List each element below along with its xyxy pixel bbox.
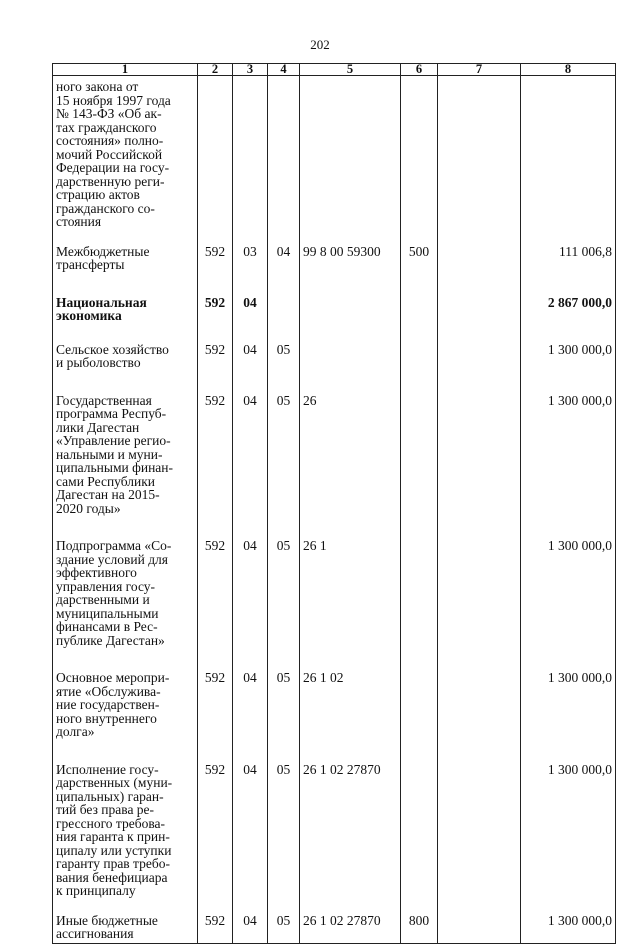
cell-c3: 03 [233, 229, 268, 272]
row-name-line: № 143-ФЗ «Об ак- [56, 106, 162, 121]
page-number: 202 [310, 37, 330, 52]
row-name-line: ние государствен- [56, 697, 160, 712]
row-name-line: Подпрограмма «Со- [56, 538, 172, 553]
cell-c3: 04 [233, 272, 268, 323]
row-name-line: финансами в Рес- [56, 619, 158, 634]
row-name-line: дарственных (муни- [56, 775, 173, 790]
table-row [53, 898, 616, 944]
column-header-1: 1 [53, 64, 198, 76]
row-name-line: ципалу или уступки [56, 842, 172, 858]
cell-c5: 26 1 02 [300, 647, 401, 739]
row-name-line: к принципалу [56, 883, 136, 898]
row-name-line: вания бенефициара [56, 869, 168, 885]
cell-c8: 1 300 000,0 [521, 323, 616, 370]
row-name-line: сами Республики [56, 473, 156, 489]
cell-c5 [300, 272, 401, 323]
cell-c6 [401, 515, 438, 647]
cell-c7 [438, 272, 521, 323]
table-row [53, 323, 616, 370]
cell-c4: 05 [268, 739, 300, 898]
cell-c8: 1 300 000,0 [521, 515, 616, 647]
cell-c4 [268, 76, 300, 229]
cell-c5: 26 [300, 370, 401, 516]
column-header-7: 7 [438, 64, 521, 76]
budget-table [52, 63, 616, 944]
cell-c7 [438, 739, 521, 898]
row-name-line: Федерации на госу- [56, 160, 170, 175]
row-name-line: тах гражданского [56, 119, 157, 135]
row-name [53, 370, 198, 516]
row-name-line: эффективного [56, 565, 137, 580]
row-name-line: «Управление регио- [56, 433, 171, 448]
cell-c3: 04 [233, 370, 268, 516]
row-name-line: долга» [56, 724, 95, 739]
cell-c6 [401, 739, 438, 898]
row-name-line: публике Дагестан» [56, 632, 165, 648]
cell-c7 [438, 229, 521, 272]
cell-c2 [198, 76, 233, 229]
row-name-line: мочий Российской [56, 146, 163, 162]
row-name-line: здание условий для [56, 551, 169, 567]
cell-c5: 26 1 02 27870 [300, 898, 401, 944]
cell-c6: 800 [401, 898, 438, 944]
cell-c8: 1 300 000,0 [521, 739, 616, 898]
cell-c4: 05 [268, 323, 300, 370]
cell-c2: 592 [198, 898, 233, 944]
table-row [53, 739, 616, 898]
row-name-line: экономика [56, 308, 122, 323]
cell-c4: 05 [268, 370, 300, 516]
cell-c2: 592 [198, 229, 233, 272]
cell-c7 [438, 370, 521, 516]
row-name-line: Основное меропри- [56, 670, 170, 685]
row-name [53, 739, 198, 898]
row-name-line: и рыболовство [56, 355, 141, 370]
cell-c5: 99 8 00 59300 [300, 229, 401, 272]
row-name-line: гаранту прав требо- [56, 856, 170, 871]
cell-c7 [438, 647, 521, 739]
cell-c2: 592 [198, 272, 233, 323]
table-row [53, 229, 616, 272]
cell-c2: 592 [198, 323, 233, 370]
cell-c3: 04 [233, 647, 268, 739]
cell-c6 [401, 323, 438, 370]
row-name [53, 515, 198, 647]
cell-c2: 592 [198, 370, 233, 516]
row-name-line: муниципальными [56, 605, 159, 621]
row-name-line: ния гаранта к прин- [56, 829, 170, 844]
column-header-5: 5 [300, 64, 401, 76]
row-name [53, 272, 198, 323]
cell-c6 [401, 370, 438, 516]
cell-c3: 04 [233, 323, 268, 370]
cell-c6 [401, 647, 438, 739]
column-header-2: 2 [198, 64, 233, 76]
row-name-line: гражданского со- [56, 200, 155, 216]
row-name-line: состояния» полно- [56, 133, 164, 148]
row-name-line: управления госу- [56, 578, 156, 594]
cell-c6: 500 [401, 229, 438, 272]
row-name-line: стояния [56, 214, 102, 229]
row-name-line: 15 ноября 1997 года [56, 92, 171, 108]
column-header-6: 6 [401, 64, 438, 76]
table-row [53, 515, 616, 647]
cell-c2: 592 [198, 515, 233, 647]
row-name-line: ного закона от [56, 79, 139, 94]
table-row [53, 272, 616, 323]
cell-c7 [438, 898, 521, 944]
row-name-line: ятие «Обслужива- [56, 683, 161, 699]
row-name [53, 76, 198, 229]
cell-c7 [438, 323, 521, 370]
cell-c4: 05 [268, 898, 300, 944]
table-row [53, 76, 616, 229]
row-name-line: трансферты [56, 257, 125, 272]
cell-c5 [300, 323, 401, 370]
row-name [53, 898, 198, 944]
cell-c3: 04 [233, 515, 268, 647]
row-name-line: дарственную реги- [56, 173, 165, 189]
cell-c8 [521, 76, 616, 229]
cell-c8: 1 300 000,0 [521, 898, 616, 944]
table-row [53, 370, 616, 516]
row-name-line: 2020 годы» [56, 500, 121, 516]
row-name-line: Иные бюджетные [56, 912, 158, 928]
row-name-line: Государственная [56, 392, 152, 408]
cell-c8: 111 006,8 [521, 229, 616, 272]
cell-c5: 26 1 02 27870 [300, 739, 401, 898]
row-name-line: нальными и муни- [56, 446, 163, 462]
column-header-4: 4 [268, 64, 300, 76]
row-name [53, 229, 198, 272]
column-header-8: 8 [521, 64, 616, 76]
row-name-line: Межбюджетные [56, 243, 150, 259]
row-name-line: лики Дагестан [56, 419, 140, 435]
cell-c8: 1 300 000,0 [521, 647, 616, 739]
cell-c3: 04 [233, 739, 268, 898]
row-name-line: Исполнение госу- [56, 761, 159, 777]
row-name-line: программа Респуб- [56, 406, 167, 421]
row-name-line: Дагестан на 2015- [56, 487, 160, 502]
cell-c8: 2 867 000,0 [521, 272, 616, 323]
row-name-line: Сельское хозяйство [56, 341, 169, 357]
row-name-line: дарственными и [56, 592, 150, 607]
cell-c3 [233, 76, 268, 229]
row-name-line: ципальными финан- [56, 460, 174, 475]
cell-c4: 04 [268, 229, 300, 272]
header-row [53, 64, 616, 76]
cell-c2: 592 [198, 739, 233, 898]
table-body [53, 76, 616, 944]
column-header-3: 3 [233, 64, 268, 76]
row-name-line: грессного требова- [56, 815, 166, 831]
row-name-line: тий без права ре- [56, 802, 155, 817]
cell-c4: 05 [268, 515, 300, 647]
cell-c6 [401, 272, 438, 323]
cell-c5 [300, 76, 401, 229]
cell-c4: 05 [268, 647, 300, 739]
table-row [53, 647, 616, 739]
cell-c7 [438, 76, 521, 229]
cell-c8: 1 300 000,0 [521, 370, 616, 516]
cell-c4 [268, 272, 300, 323]
row-name-line: Национальная [56, 294, 147, 310]
cell-c7 [438, 515, 521, 647]
cell-c6 [401, 76, 438, 229]
row-name-line: страцию актов [56, 187, 140, 202]
cell-c2: 592 [198, 647, 233, 739]
cell-c3: 04 [233, 898, 268, 944]
row-name-line: ципальных) гаран- [56, 788, 164, 804]
cell-c5: 26 1 [300, 515, 401, 647]
row-name-line: ного внутреннего [56, 710, 157, 726]
row-name [53, 647, 198, 739]
row-name [53, 323, 198, 370]
row-name-line: ассигнования [56, 926, 134, 941]
